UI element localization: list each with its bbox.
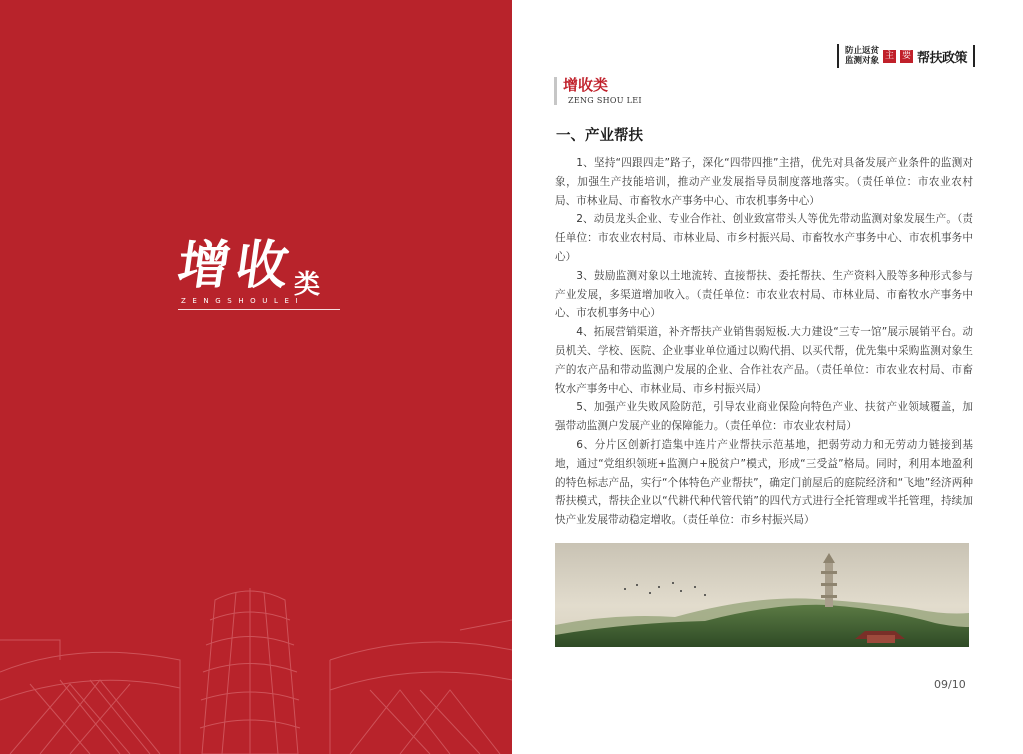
- body-text: [555, 154, 973, 530]
- section-title: 增收类: [563, 76, 609, 94]
- page-number: 09/10: [934, 678, 966, 691]
- brand-divider: [973, 45, 975, 67]
- brand-name: 帮扶政策: [916, 50, 967, 66]
- paragraph-6: 6、分片区创新打造集中连片产业帮扶示范基地，把弱劳动力和无劳动力链接到基地，通过“党组织领班+监测户+脱贫户”模式，形成“三受益”格局。同时，利用本地盈利的特色标志产品，实行“个体特色产业帮扶”，确定门前屋后的庭院经济和“飞地”经济两种帮扶模式，帮扶企业以“代耕代种代管代销”的四代方式进行全托管理或半托管理，持续加快产业发展带动稳定增收。（责任单位：市乡村振兴局）: [555, 438, 973, 527]
- landscape-photo: [555, 543, 969, 647]
- section-marker: [554, 77, 557, 105]
- cover-title: [173, 235, 321, 300]
- heading-industry-support: 一、产业帮扶: [556, 128, 643, 144]
- brand-line-2: 监测对象: [844, 56, 879, 66]
- paragraph-2: 2、动员龙头企业、专业合作社、创业致富带头人等优先带动监测对象发展生产。（责任单位：市农业农村局、市林业局、市乡村振兴局、市畜牧水产事务中心、市农机事务中心）: [555, 213, 973, 263]
- paragraph-4: 4、拓展营销渠道，补齐帮扶产业销售弱短板.大力建设“三专一馆”展示展销平台。动员机关、学校、医院、企业事业单位通过以购代捐、以买代帮，优先集中采购监测对象生产的农产品和带动监测户发展的企业、合作社农产品。（责任单位：市农业农村局、市畜牧水产事务中心、市林业局、市乡村振兴局）: [555, 326, 973, 395]
- cover-title-suffix: 类: [294, 270, 321, 300]
- brand-logo: [837, 44, 975, 68]
- brand-text-block: [845, 46, 879, 66]
- brand-seal-2: 要: [901, 50, 911, 61]
- paragraph-5: 5、加强产业失败风险防范，引导农业商业保险向特色产业、扶贫产业领域覆盖，加强带动监测户发展产业的保障能力。（责任单位：市农业农村局）: [555, 401, 973, 433]
- paragraph-1: 1、坚持“四跟四走”路子，深化“四带四推”主措，优先对具备发展产业条件的监测对象，加强生产技能培训，推动产业发展指导员制度落地落实。（责任单位：市农业农村局、市林业局、市畜牧水产事务中心、市农机事务中心）: [555, 157, 973, 207]
- section-subtitle: ZENG SHOU LEI: [568, 96, 642, 105]
- cover-title-main: 增收: [173, 235, 299, 296]
- paragraph-3: 3、鼓励监测对象以土地流转、直接帮扶、委托帮扶、生产资料入股等多种形式参与产业发展，多渠道增加收入。（责任单位：市农业农村局、市林业局、市畜牧水产事务中心、市农机事务中心）: [555, 269, 973, 320]
- cover-underline: [178, 309, 340, 310]
- cover-subtitle: ZENGSHOULEI: [181, 297, 305, 305]
- brand-seal-1: 主: [884, 50, 894, 61]
- brand-line-1: 防止返贫: [844, 46, 879, 56]
